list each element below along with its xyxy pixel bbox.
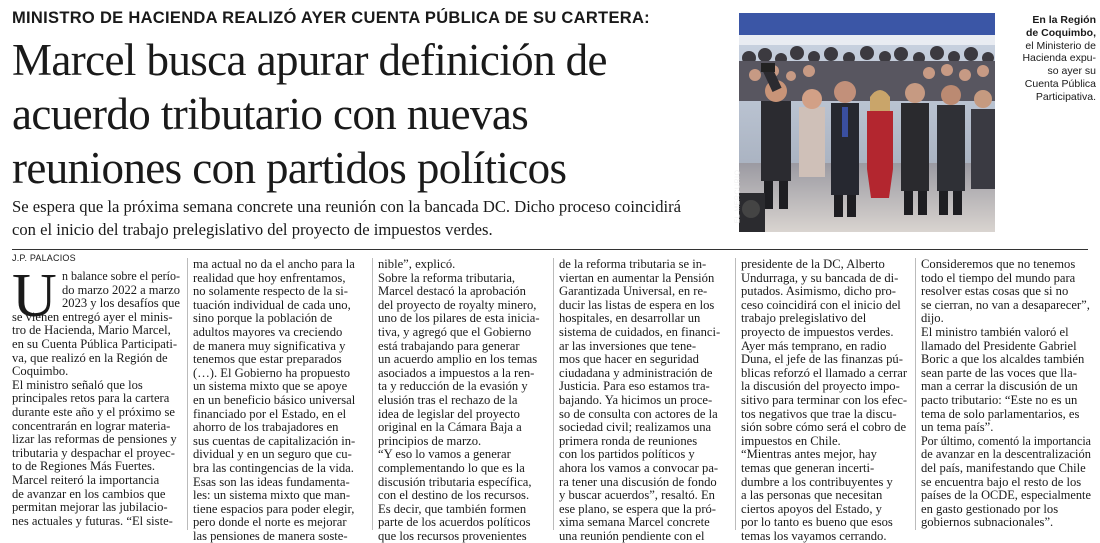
article-line: original en la Cámara Baja a [378, 420, 522, 435]
article-line: financiado por el Estado, en el [193, 406, 347, 421]
article-line: nible”, explicó. [378, 257, 456, 271]
column-divider [553, 258, 554, 530]
article-line: sean parte de las voces que lla- [921, 365, 1077, 380]
article-line: en un beneficio básico universal [193, 392, 356, 407]
article-line: Coquimbo. [12, 364, 69, 379]
article-line: tro de Hacienda, Mario Marcel, [12, 323, 171, 338]
article-line: sión sobre cómo será el cobro de [741, 420, 907, 435]
article-line: ma actual no da el ancho para la [193, 257, 355, 271]
article-column [378, 258, 546, 543]
caption-line: En la Región [1032, 14, 1096, 26]
article-line: ar las inversiones que tene- [559, 338, 697, 353]
article-line: por lo tanto es bueno que esos [741, 515, 893, 530]
article-line: les: un sistema mixto que man- [193, 488, 351, 503]
article-line: sino porque la población de [193, 311, 333, 326]
article-line: proyecto de impuestos verdes. [741, 324, 894, 339]
article-line: pero donde el norte es mejorar [193, 515, 347, 530]
article-line: (…). El Gobierno ha propuesto [193, 365, 351, 380]
article-line: del país, manifestando que Chile [921, 460, 1086, 475]
article-line: llamado del Presidente Gabriel [921, 338, 1077, 353]
article-line: dividual y en un seguro que cu- [193, 447, 352, 462]
article-line: un tema país”. [921, 420, 994, 435]
article-line: Duna, el jefe de las finanzas pú- [741, 352, 903, 367]
article-line: Boric a que los alcaldes también [921, 352, 1085, 367]
headline [12, 33, 722, 195]
article-line: “Y eso lo vamos a generar [378, 447, 511, 462]
article-line: putados. Asimismo, dicho pro- [741, 284, 896, 299]
photo-credit: EL MERCURIO [734, 169, 742, 224]
article-line: asociados a impuestos a la ren- [378, 365, 535, 380]
article-line: un sistema mixto que se apoye [193, 379, 348, 394]
article-line: bra las contingencias de la vida. [193, 460, 354, 475]
article-line: tema de solo parlamentarios, es [921, 406, 1080, 421]
article-line: a las personas que necesitan [741, 488, 883, 503]
article-line: n balance sobre el perío- [62, 269, 180, 283]
article-line: to de Regiones Más Fuertes. [12, 459, 156, 474]
article-line: Esas son las ideas fundamenta- [193, 474, 350, 489]
section-divider [12, 249, 1088, 250]
drop-cap: U [12, 262, 57, 330]
article-line: nes actuales y futuras. “El siste- [12, 513, 173, 528]
article-line: ciudadana y administración de [559, 365, 713, 380]
article-line: gobiernos subnacionales”. [921, 515, 1054, 530]
article-column [741, 258, 909, 543]
article-line: las pensiones de manera soste- [193, 528, 348, 543]
article-column [921, 258, 1091, 530]
caption-line: Cuenta Pública [1024, 77, 1096, 90]
article-line: va, que realizó en la Región de [12, 350, 168, 365]
article-line: la discusión del proyecto impo- [741, 379, 900, 394]
article-line: Marcel reiteró la importancia [12, 472, 160, 487]
column-divider [735, 258, 736, 530]
article-line: lizar las reformas de pensiones y [12, 432, 177, 447]
article-line: ahorro de los trabajadores en [193, 420, 339, 435]
article-line: principales retos para la cartera [12, 391, 170, 406]
article-line: sitivo para terminar con los efec- [741, 392, 908, 407]
column-divider [372, 258, 373, 530]
article-line: realidad que hoy enfrentamos, [193, 270, 346, 285]
caption-line: de Coquimbo, [1026, 26, 1096, 39]
article-line: un acuerdo amplio en los temas [378, 352, 538, 367]
article-line: complementando lo que es la [378, 460, 525, 475]
article-line: hospitales, en desarrollar un [559, 311, 701, 326]
article-line: se vienen entregó ayer el minis- [12, 309, 173, 324]
article-line: Por último, comentó la importancia [921, 433, 1091, 448]
deck-line: con el inicio del trabajo prelegislativo del proyecto de impuestos verdes. [12, 220, 493, 239]
article-line: ceso coincidirá con el inicio del [741, 297, 901, 312]
article-line: temas que generan incerti- [741, 460, 875, 475]
article-line: Garantizada Universal, en re- [559, 284, 708, 299]
article-line: ahora los vamos a convocar pa- [559, 460, 719, 475]
article-line: primera ronda de reuniones [559, 433, 698, 448]
article-line: tenemos que estar preparados [193, 352, 342, 367]
news-photo [734, 13, 995, 232]
article-line: impuestos en Chile. [741, 433, 841, 448]
caption-line: Hacienda expu- [1022, 52, 1096, 65]
article-line: Justicia. Para eso estamos tra- [559, 379, 710, 394]
article-line: 2023 y los desafíos que [62, 296, 180, 311]
article-line: de avanzar en la descentralización [921, 447, 1091, 462]
article-line: de manera muy significativa y [193, 338, 346, 353]
article-column [12, 262, 180, 528]
article-line: dumbre a los contribuyentes y [741, 474, 893, 489]
article-line: do marzo 2022 a marzo [62, 282, 180, 297]
article-line: temas los vayamos cerrando. [741, 528, 887, 543]
article-line: y buscar acuerdos”, resaltó. En [559, 488, 715, 503]
deck-line: Se espera que la próxima semana concrete una reunión con la bancada DC. Dicho proceso coincidirá [12, 197, 682, 216]
article-line: trabajo prelegislativo del [741, 311, 867, 326]
article-line: El ministro también valoró el [921, 324, 1069, 339]
deck [12, 195, 727, 241]
article-line: ta y reducción de la evasión y [378, 379, 528, 394]
headline-line: Marcel busca apurar definición de [12, 35, 607, 85]
article-line: dijo. [921, 311, 944, 326]
article-line: de la reforma tributaria se in- [559, 257, 707, 271]
article-line: ese plano, se espera que la pró- [559, 501, 717, 516]
article-line: tuación individual de cada uno, [193, 297, 351, 312]
article-line: Undurraga, y su bancada de di- [741, 270, 899, 285]
article-line: ciertos apoyos del Estado, y [741, 501, 882, 516]
article-line: mos que hacer en seguridad [559, 352, 699, 367]
article-line: Marcel destacó la aprobación [378, 284, 526, 299]
article-line: con los partidos políticos y [559, 447, 695, 462]
crowd-photo-illustration [739, 13, 995, 232]
article-line: tiva, y agregó que el Gobierno [378, 324, 532, 339]
byline: J.P. PALACIOS [12, 253, 76, 263]
article-line: El ministro señaló que los [12, 377, 143, 392]
article-line: países de la OCDE, especialmente [921, 488, 1091, 503]
article-line: en gasto gestionado por los [921, 501, 1059, 516]
article-column [559, 258, 729, 543]
article-line: está trabajando para generar [378, 338, 520, 353]
caption-line: Participativa. [1035, 90, 1096, 103]
caption-line: el Ministerio de [1025, 39, 1096, 52]
article-line: sistema de cuidados, en financi- [559, 324, 721, 339]
article-line: del proyecto de royalty minero, [378, 297, 537, 312]
column-divider [915, 258, 916, 530]
article-line: Consideremos que no tenemos [921, 257, 1076, 271]
article-line: tiene espacios para poder elegir, [193, 501, 355, 516]
article-line: ducir las listas de espera en los [559, 297, 715, 312]
article-line: una reunión pendiente con el [559, 528, 705, 543]
article-line: permitan mejorar las jubilacio- [12, 500, 168, 515]
article-line: ra tener una discusión de fondo [559, 474, 717, 489]
article-line: parte de los acuerdos políticos [378, 515, 531, 530]
article-line: durante este año y el próximo se [12, 404, 175, 419]
article-line: se encuentra bajo el resto de los [921, 474, 1082, 489]
article-line: idea de legislar del proyecto [378, 406, 520, 421]
article-line: resolver estas cosas que si no [921, 284, 1069, 299]
article-line: sociedad civil; realizamos una [559, 420, 712, 435]
article-line: “Mientras antes mejor, hay [741, 447, 877, 462]
caption-line: so ayer su [1047, 65, 1096, 78]
headline-line: reuniones con partidos políticos [12, 143, 567, 193]
article-line: tributaria y despachar el proyec- [12, 445, 175, 460]
article-line: sus cuentas de capitalización in- [193, 433, 356, 448]
article-line: discusión tributaria específica, [378, 474, 532, 489]
article-line: que los recursos provenientes [378, 528, 527, 543]
article-line: blicas reforzó el llamado a cerrar [741, 365, 908, 380]
photo-caption [1004, 14, 1096, 104]
article-line: se cierran, no van a desaparecer”, [921, 297, 1090, 312]
headline-line: acuerdo tributario con nuevas [12, 89, 529, 139]
column-divider [187, 258, 188, 530]
article-line: todo el tiempo del mundo para [921, 270, 1076, 285]
article-line: de avanzar en los cambios que [12, 486, 166, 501]
kicker: MINISTRO DE HACIENDA REALIZÓ AYER CUENTA PÚBLICA DE SU CARTERA: [12, 9, 650, 27]
article-line: bajando. Ya hicimos un proce- [559, 392, 713, 407]
article-line: Sobre la reforma tributaria, [378, 270, 516, 285]
article-line: concentrarán en lograr materia- [12, 418, 171, 433]
article-line: viertan en aumentar la Pensión [559, 270, 715, 285]
article-line: xima semana Marcel concrete [559, 515, 710, 530]
article-line: tos negativos que trae la discu- [741, 406, 897, 421]
article-line: presidente de la DC, Alberto [741, 257, 885, 271]
article-line: principios de marzo. [378, 433, 482, 448]
article-line: man a cerrar la discusión de un [921, 379, 1078, 394]
article-column [193, 258, 365, 543]
article-line: en su Cuenta Pública Participati- [12, 336, 178, 351]
article-line: pacto tributario: “Este no es un [921, 392, 1078, 407]
article-line: no solamente respecto de la si- [193, 284, 348, 299]
article-line: uno de los pilares de esta inicia- [378, 311, 540, 326]
article-line: Ayer más temprano, en radio [741, 338, 887, 353]
article-line: elusión tras el rechazo de la [378, 392, 518, 407]
article-line: Es decir, que también formen [378, 501, 527, 516]
article-line: con el destino de los recursos. [378, 488, 530, 503]
article-line: so de consulta con actores de la [559, 406, 718, 421]
article-line: adultos mayores va creciendo [193, 324, 343, 339]
